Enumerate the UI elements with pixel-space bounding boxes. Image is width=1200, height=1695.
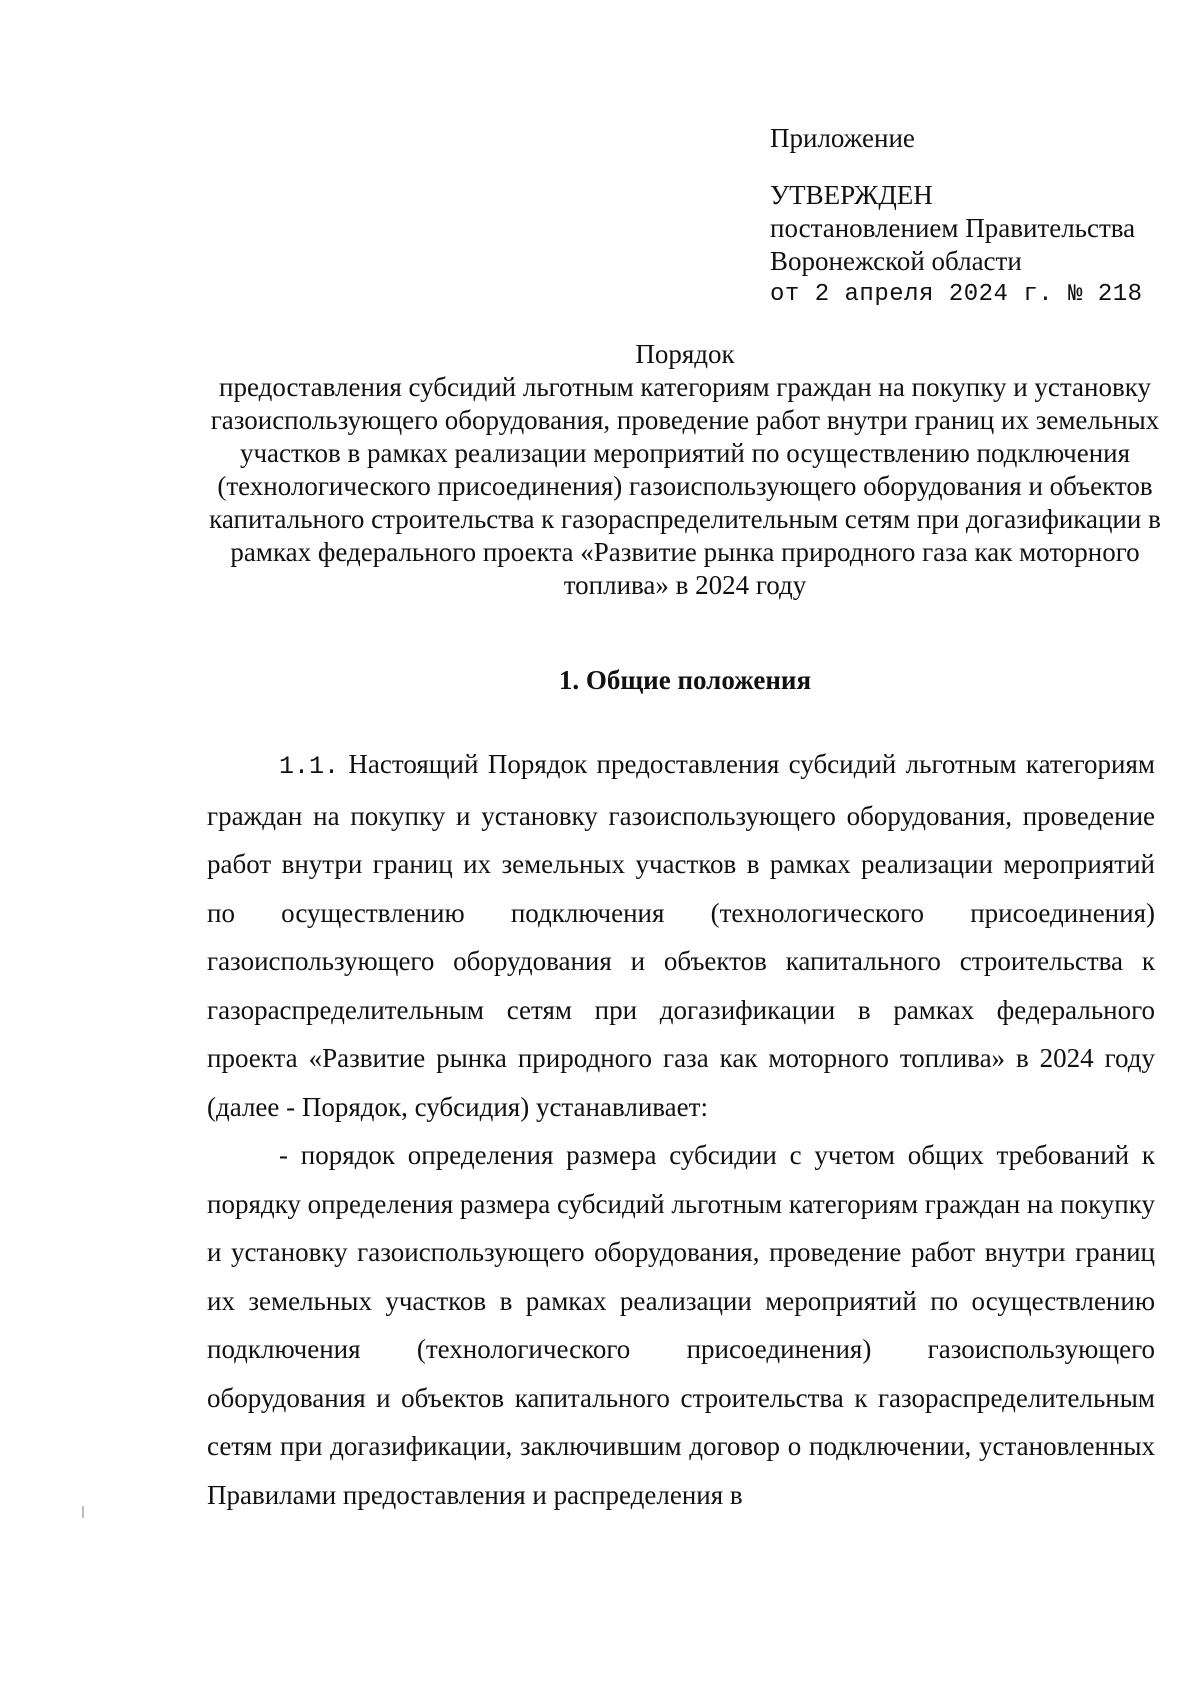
approval-date-number: от 2 апреля 2024 г. № 218 — [770, 281, 1143, 308]
section-heading: 1. Общие положения — [558, 665, 812, 695]
document-body — [207, 740, 1155, 1519]
paragraph-1-1-text: Настоящий Порядок предоставления субсидий льготным категориям граждан на покупку и установку газоиспользующего оборудования, проведение работ внутри границ их земельных участков в рамках реализации мероприятий по осуществлению подключения (технологического присоединения) газоиспользующего оборудования и объектов капитального строительства к газораспределительным сетям при догазификации в рамках федерального проекта «Развитие рынка природного газа как моторного топлива» в 2024 году (далее - Порядок, субсидия) устанавливает: — [207, 749, 1155, 1122]
approved-label: УТВЕРЖДЕН — [770, 180, 933, 210]
approval-stamp — [770, 179, 1180, 311]
paragraph-1-1 — [207, 740, 1155, 1131]
approval-block — [770, 122, 1180, 311]
document-title-block — [200, 338, 1170, 602]
approved-by-line-2: Воронежской области — [770, 246, 1022, 276]
approved-by-line-1: постановлением Правительства — [770, 213, 1136, 243]
document-title: Порядок — [635, 339, 735, 369]
appendix-label: Приложение — [770, 123, 915, 153]
document-subtitle: предоставления субсидий льготным категориям граждан на покупку и установку газоиспользующего оборудования, проведение работ внутри границ их земельных участков в рамках реализации мероприятий по осуществлению подключения (технологического присоединения) газоиспользующего оборудования и объектов капитального строительства к газораспределительным сетям при догазификации в рамках федерального проекта «Развитие рынка природного газа как моторного топлива» в 2024 году — [209, 372, 1161, 600]
paragraph-number: 1.1. — [279, 752, 340, 781]
scan-margin-mark — [82, 1506, 84, 1518]
paragraph-list-item: - порядок определения размера субсидии с учетом общих требований к порядку определения размера субсидий льготным категориям граждан на покупку и установку газоиспользующего оборудования, проведение работ внутри границ их земельных участков в рамках реализации мероприятий по осуществлению подключения (технологического присоединения) газоиспользующего оборудования и объектов капитального строительства к газораспределительным сетям при догазификации, заключившим договор о подключении, установленных Правилами предоставления и распределения в — [207, 1140, 1155, 1510]
